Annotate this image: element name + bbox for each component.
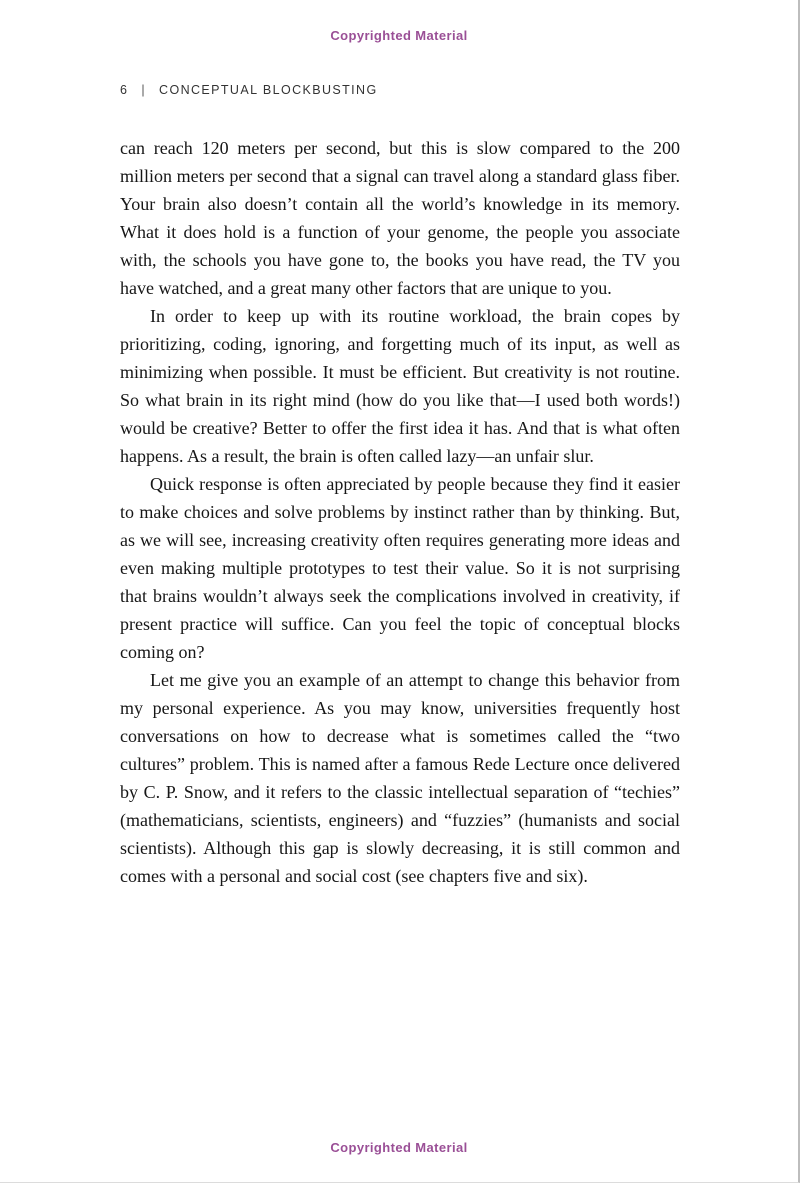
paragraph: Quick response is often appreciated by people because they find it easier to make choices and solve problems by instinct rather than by thinking. But, as we will see, increasing creativity often requires generating more ideas and even making multiple prototypes to test their value. So it is not surprising that brains wouldn’t always seek the complications involved in creativity, if present practice will suffice. Can you feel the topic of conceptual blocks coming on? [120, 474, 680, 662]
copyright-notice-top: Copyrighted Material [330, 28, 468, 43]
page-header [120, 83, 680, 97]
book-title: CONCEPTUAL BLOCKBUSTING [159, 83, 378, 97]
page-number: 6 [120, 83, 129, 97]
paragraph: In order to keep up with its routine workload, the brain copes by prioritizing, coding, ignoring, and forgetting much of its input, as well as minimizing when possible. It must be efficient. But creativity is not routine. So what brain in its right mind (how do you like that—I used both words!) would be creative? Better to offer the first idea it has. And that is what often happens. As a result, the brain is often called lazy—an unfair slur. [120, 306, 680, 466]
copyright-notice-bottom: Copyrighted Material [330, 1140, 468, 1155]
header-divider: | [141, 83, 147, 97]
paragraph: Let me give you an example of an attempt to change this behavior from my personal experience. As you may know, universities frequently host conversations on how to decrease what is sometimes called the “two cultures” problem. This is named after a famous Rede Lecture once delivered by C. P. Snow, and it refers to the classic intellectual separation of “techies” (mathematicians, scientists, engineers) and “fuzzies” (humanists and social scientists). Although this gap is slowly decreasing, it is still common and comes with a personal and social cost (see chapters five and six). [120, 670, 680, 886]
body-text [120, 134, 680, 890]
paragraph: can reach 120 meters per second, but this is slow compared to the 200 million meters per second that a signal can travel along a standard glass fiber. Your brain also doesn’t contain all the world’s knowledge in its memory. What it does hold is a function of your genome, the people you associate with, the schools you have gone to, the books you have read, the TV you have watched, and a great many other factors that are unique to you. [120, 138, 680, 298]
